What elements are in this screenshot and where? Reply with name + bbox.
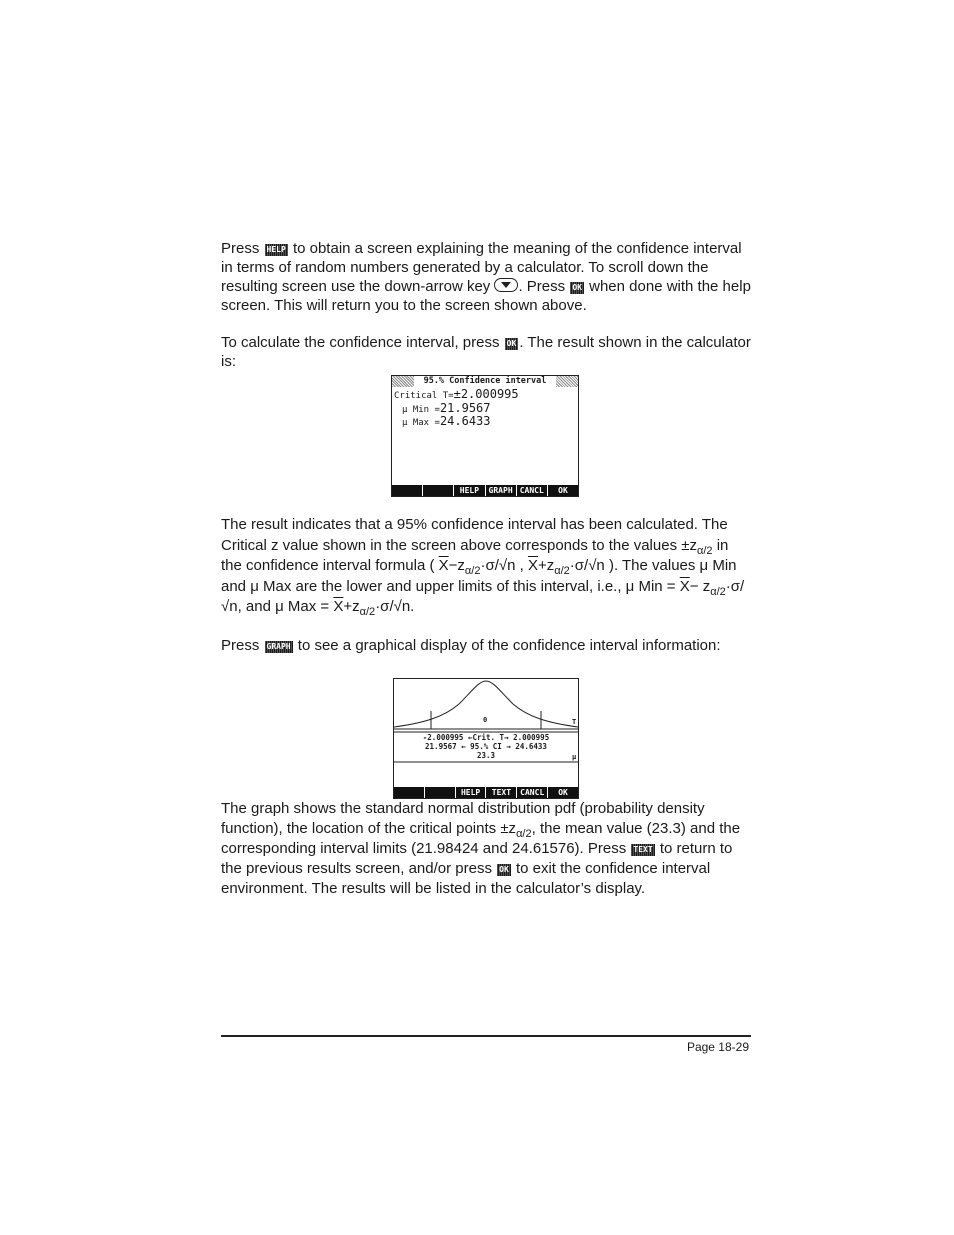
help-key-icon: HELP bbox=[266, 245, 286, 254]
axis-t-label: T bbox=[572, 718, 577, 726]
text: when done with the help screen. This will return you to the screen shown above. bbox=[221, 278, 751, 314]
text: ·σ/√n , bbox=[480, 557, 528, 574]
axis-mu-label: μ bbox=[572, 753, 577, 761]
crit-t-line: -2.000995 ←Crit. T→ 2.000995 bbox=[422, 733, 550, 742]
paragraph-graph-explanation bbox=[221, 799, 751, 899]
softkey-blank-2[interactable] bbox=[422, 485, 453, 496]
text: ·σ/√n, and μ Max = bbox=[221, 577, 745, 615]
mean-line: 23.3 bbox=[476, 751, 496, 760]
softkey-ok[interactable]: OK bbox=[547, 787, 578, 798]
text: To calculate the confidence interval, press bbox=[221, 334, 500, 351]
paragraph-graph bbox=[221, 636, 751, 655]
text: to see a graphical display of the confidence interval information: bbox=[293, 637, 721, 654]
page-number: Page 18-29 bbox=[686, 1040, 749, 1054]
x-bar: $\overline{X}$ bbox=[333, 598, 344, 615]
softkey-help[interactable]: HELP bbox=[453, 485, 484, 496]
screen-title: 95.% Confidence interval bbox=[414, 376, 556, 387]
calculator-result-screen bbox=[391, 375, 579, 497]
text: ·σ/√n. bbox=[375, 598, 415, 615]
text: to exit the confidence interval environment. The results will be listed in the calculator’s display. bbox=[221, 860, 711, 897]
softkey-graph[interactable]: GRAPH bbox=[485, 485, 516, 496]
softkey-help[interactable]: HELP bbox=[455, 787, 486, 798]
ok-key-icon: OK bbox=[499, 865, 509, 874]
text: Press bbox=[221, 637, 260, 654]
subscript: α/2 bbox=[516, 828, 532, 840]
footer-rule bbox=[221, 1035, 751, 1037]
down-arrow-key-icon bbox=[494, 278, 518, 292]
x-bar: $\overline{X}$ bbox=[438, 557, 449, 574]
text: to obtain a screen explaining the meaning of the confidence interval in terms of random numbers generated by a calculator. To scroll down the resulting screen use the down-arrow key bbox=[221, 240, 742, 295]
softkey-blank-1[interactable] bbox=[394, 787, 424, 798]
softkey-cancel[interactable]: CANCL bbox=[516, 485, 547, 496]
x-bar: $\overline{X}$ bbox=[679, 577, 690, 595]
subscript: α/2 bbox=[359, 606, 376, 618]
screen-title-bar bbox=[392, 376, 578, 387]
text: − z bbox=[689, 577, 711, 595]
text: −z bbox=[448, 557, 465, 574]
text-key-icon: TEXT bbox=[633, 845, 653, 854]
subscript: α/2 bbox=[710, 585, 726, 598]
critical-label: Critical T= bbox=[394, 391, 454, 401]
text: . Press bbox=[518, 278, 566, 295]
critical-value: ±2.000995 bbox=[453, 387, 519, 401]
x-bar: $\overline{X}$ bbox=[527, 557, 538, 574]
paragraph-result-explanation bbox=[221, 515, 751, 618]
text: ·σ/√n ). The values μ Min and μ Max are the lower and upper limits of this interval, i.e., μ Min = bbox=[221, 557, 737, 595]
graph-key-icon: GRAPH bbox=[266, 642, 291, 651]
text: , the mean value (23.3) and the corresponding interval limits (21.98424 and 24.61576). Press bbox=[221, 820, 741, 857]
subscript: α/2 bbox=[696, 544, 713, 557]
text: . The result shown in the calculator is: bbox=[221, 334, 751, 370]
subscript: α/2 bbox=[554, 565, 570, 577]
mu-max-label: μ Max = bbox=[402, 418, 440, 428]
softkey-bar bbox=[392, 485, 578, 496]
calculator-graph-screen bbox=[393, 678, 579, 799]
softkey-blank-1[interactable] bbox=[392, 485, 422, 496]
ci-line: 21.9567 ← 95.% CI → 24.6433 bbox=[425, 742, 547, 751]
text: The result indicates that a 95% confidence interval has been calculated. The Critical z value shown in the screen above corresponds to the values ±z bbox=[221, 516, 728, 554]
text: The graph shows the standard normal distribution pdf (probability density function), the location of the critical points ±z bbox=[221, 800, 705, 837]
mu-max-value: 24.6433 bbox=[439, 414, 491, 428]
mu-min-label: μ Min = bbox=[402, 405, 440, 415]
text: to return to the previous results screen, and/or press bbox=[221, 840, 733, 877]
text: +z bbox=[343, 598, 360, 615]
ok-key-icon: OK bbox=[506, 339, 517, 348]
paragraph-help bbox=[221, 239, 751, 315]
text: in the confidence interval formula ( bbox=[221, 536, 729, 574]
softkey-text[interactable]: TEXT bbox=[485, 787, 516, 798]
text: +z bbox=[537, 557, 555, 574]
ok-key-icon: OK bbox=[572, 283, 582, 292]
softkey-cancel[interactable]: CANCL bbox=[516, 787, 547, 798]
softkey-ok[interactable]: OK bbox=[547, 485, 578, 496]
mu-max-row bbox=[402, 415, 491, 430]
softkey-blank-2[interactable] bbox=[424, 787, 455, 798]
text: Press bbox=[221, 240, 260, 257]
softkey-bar bbox=[394, 787, 578, 798]
mu-min-value: 21.9567 bbox=[439, 401, 491, 415]
paragraph-calculate bbox=[221, 333, 751, 371]
zero-label: 0 bbox=[483, 716, 488, 724]
subscript: α/2 bbox=[464, 565, 481, 577]
